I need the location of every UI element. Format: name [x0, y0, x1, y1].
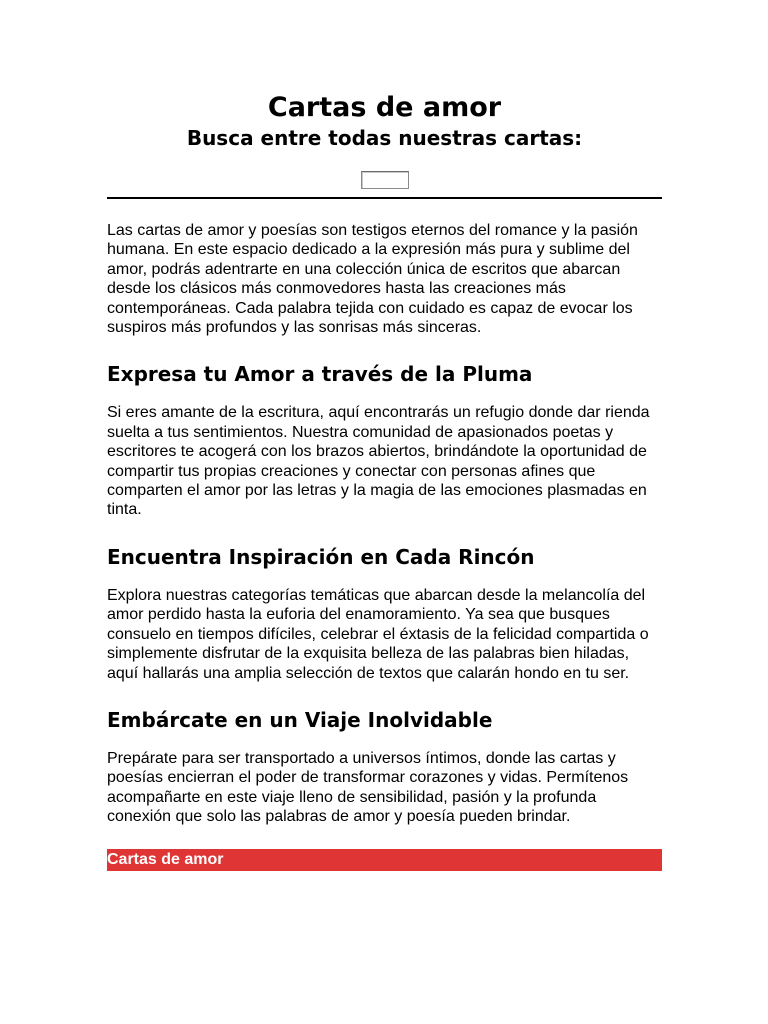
- section-heading-pluma: Expresa tu Amor a través de la Pluma: [107, 362, 533, 387]
- page-content: [107, 0, 662, 871]
- cartas-de-amor-bar-label: Cartas de amor: [107, 850, 224, 868]
- search-area: [107, 171, 662, 193]
- header-divider: [107, 197, 662, 199]
- search-input[interactable]: [361, 171, 409, 189]
- cartas-de-amor-bar[interactable]: [107, 849, 662, 871]
- section-body-viaje: Prepárate para ser transportado a universos íntimos, donde las cartas y poesías encierran el poder de transformar corazones y vidas. Permítenos acompañarte en este viaje lleno de sensibilidad, pasión y la profunda conexión que solo las palabras de amor y poesía pueden brindar.: [107, 749, 629, 826]
- section-body-pluma: Si eres amante de la escritura, aquí encontrarás un refugio donde dar rienda suelta a tus sentimientos. Nuestra comunidad de apasionados poetas y escritores te acogerá con los brazos abiertos, brindándote la oportunidad de compartir tus propias creaciones y conectar con personas afines que comparten el amor por las letras y la magia de las emociones plasmadas en tinta.: [107, 404, 650, 519]
- section-heading-viaje: Embárcate en un Viaje Inolvidable: [107, 707, 493, 732]
- intro-paragraph: Las cartas de amor y poesías son testigos eternos del romance y la pasión humana. En este espacio dedicado a la expresión más pura y sublime del amor, podrás adentrarte en una colección única de escritos que abarcan desde los clásicos más conmovedores hasta las creaciones más contemporáneas. Cada palabra tejida con cuidado es capaz de evocar los suspiros más profundos y las sonrisas más sinceras.: [107, 222, 638, 337]
- page-title: Cartas de amor: [267, 92, 502, 123]
- section-heading-inspiracion: Encuentra Inspiración en Cada Rincón: [107, 544, 535, 569]
- section-body-inspiracion: Explora nuestras categorías temáticas que abarcan desde la melancolía del amor perdido hasta la euforia del enamoramiento. Ya sea que busques consuelo en tiempos difíciles, celebrar el éxtasis de la felicidad compartida o simplemente disfrutar de la exquisita belleza de las palabras bien hiladas, aquí hallarás una amplia selección de textos que calarán hondo en tu ser.: [107, 586, 649, 682]
- search-prompt: Busca entre todas nuestras cartas:: [186, 126, 583, 150]
